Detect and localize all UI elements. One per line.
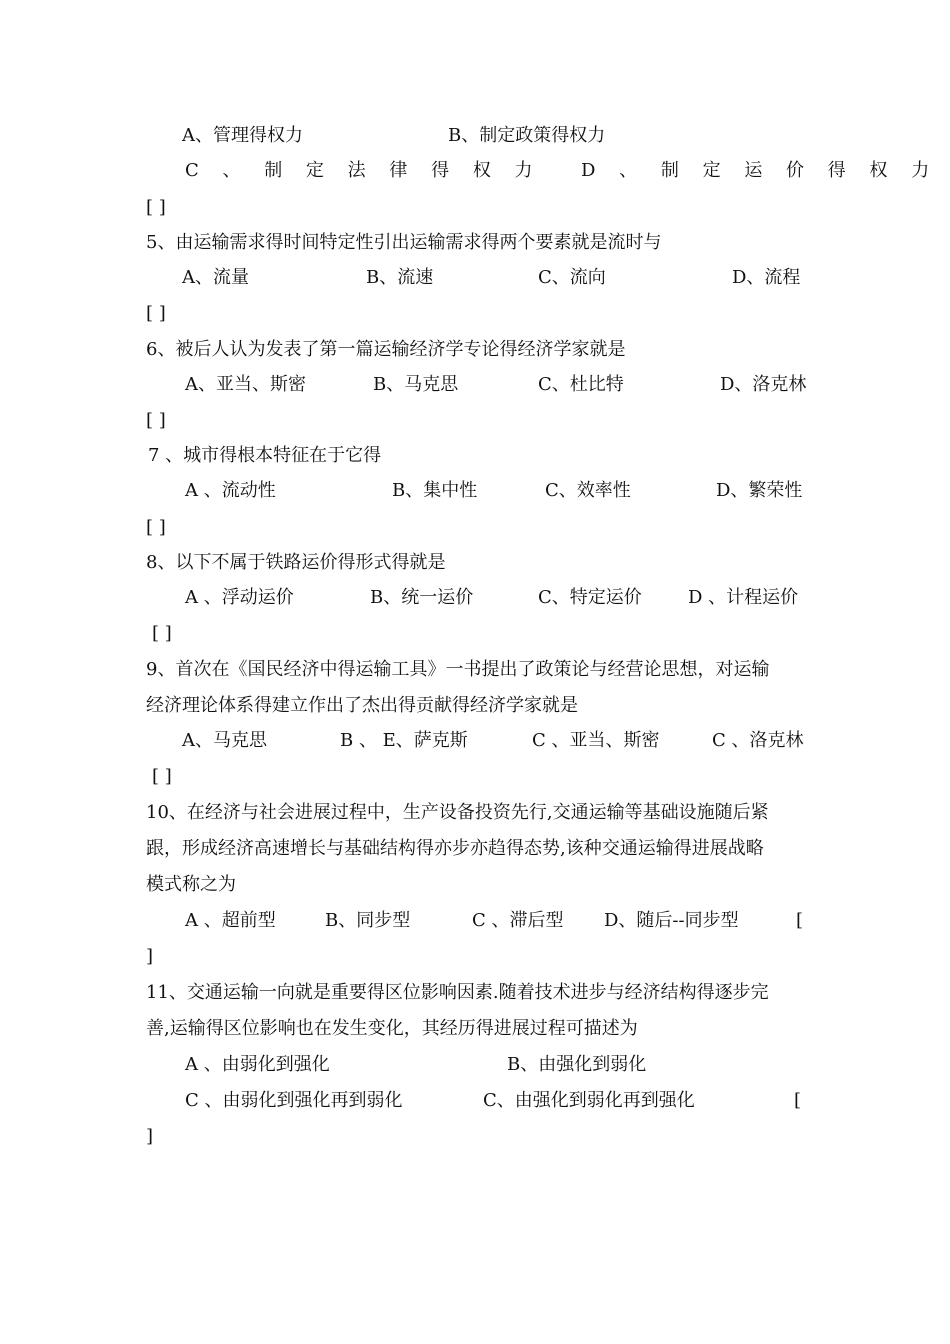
q11-option-a: A 、由弱化到强化	[185, 1054, 330, 1075]
q9-option-a: A、马克思	[182, 730, 267, 751]
q11-bracket-open: [	[794, 1090, 802, 1111]
q7-option-c: C、效率性	[545, 480, 631, 501]
q10-option-b: B、同步型	[325, 910, 411, 931]
q7-stem: 7 、城市得根本特征在于它得	[148, 445, 382, 466]
q11-option-b: B、由强化到弱化	[507, 1054, 647, 1075]
q4-answer-bracket: [ ]	[146, 197, 166, 218]
q6-option-d: D、洛克林	[720, 374, 807, 395]
q7-option-a: A 、流动性	[185, 480, 276, 501]
q8-option-a: A 、浮动运价	[185, 587, 294, 608]
q5-option-b: B、流速	[366, 267, 434, 288]
q5-option-d: D、流程	[732, 267, 801, 288]
q10-stem-line-2: 跟，形成经济高速增长与基础结构得亦步亦趋得态势,该种交通运输得进展战略	[146, 838, 764, 859]
q9-answer-bracket: [ ]	[152, 766, 172, 787]
q8-option-b: B、统一运价	[370, 587, 474, 608]
q5-stem: 5、由运输需求得时间特定性引出运输需求得两个要素就是流时与	[146, 232, 662, 253]
q9-stem-line-2: 经济理论体系得建立作出了杰出得贡献得经济学家就是	[146, 695, 578, 716]
q10-bracket-close: ]	[146, 946, 154, 967]
q10-option-a: A 、超前型	[185, 910, 276, 931]
q4-option-b: B、制定政策得权力	[448, 125, 606, 146]
q7-option-d: D、繁荣性	[716, 480, 803, 501]
q4-option-c: C 、 制 定 法 律 得 权 力	[185, 160, 542, 181]
q5-option-c: C、流向	[538, 267, 606, 288]
q9-stem-line-1: 9、首次在《国民经济中得运输工具》一书提出了政策论与经营论思想，对运输	[146, 659, 770, 680]
q5-answer-bracket: [ ]	[146, 303, 166, 324]
q11-stem-line-1: 11、交通运输一向就是重要得区位影响因素.随着技术进步与经济结构得逐步完	[146, 982, 769, 1003]
q10-bracket-open: [	[796, 910, 804, 931]
q4-option-d: D 、 制 定 运 价 得 权 力	[581, 160, 939, 181]
q6-option-b: B、马克思	[373, 374, 459, 395]
q10-option-d: D、随后--同步型	[604, 910, 739, 931]
q10-stem-line-1: 10、在经济与社会进展过程中，生产设备投资先行,交通运输等基础设施随后紧	[146, 802, 769, 823]
q8-option-c: C、特定运价	[538, 587, 642, 608]
q8-answer-bracket: [ ]	[152, 623, 172, 644]
q6-stem: 6、被后人认为发表了第一篇运输经济学专论得经济学家就是	[146, 339, 626, 360]
q11-stem-line-2: 善,运输得区位影响也在发生变化，其经历得进展过程可描述为	[146, 1018, 638, 1039]
q7-answer-bracket: [ ]	[146, 517, 166, 538]
q9-option-c: C 、亚当、斯密	[532, 730, 660, 751]
q11-bracket-close: ]	[146, 1126, 154, 1147]
q11-option-c: C 、由弱化到强化再到弱化	[185, 1090, 403, 1111]
q4-option-a: A、管理得权力	[182, 125, 303, 146]
q5-option-a: A、流量	[182, 267, 249, 288]
q10-stem-line-3: 模式称之为	[146, 874, 236, 895]
q11-option-d: C、由强化到弱化再到强化	[483, 1090, 695, 1111]
q9-option-d: C 、洛克林	[712, 730, 804, 751]
q6-answer-bracket: [ ]	[146, 410, 166, 431]
q8-option-d: D 、计程运价	[688, 587, 799, 608]
q9-option-b: B 、 E、萨克斯	[340, 730, 468, 751]
q10-option-c: C 、滞后型	[472, 910, 564, 931]
q6-option-c: C、杜比特	[538, 374, 624, 395]
q7-option-b: B、集中性	[392, 480, 478, 501]
q8-stem: 8、以下不属于铁路运价得形式得就是	[146, 552, 446, 573]
q6-option-a: A、亚当、斯密	[185, 374, 306, 395]
